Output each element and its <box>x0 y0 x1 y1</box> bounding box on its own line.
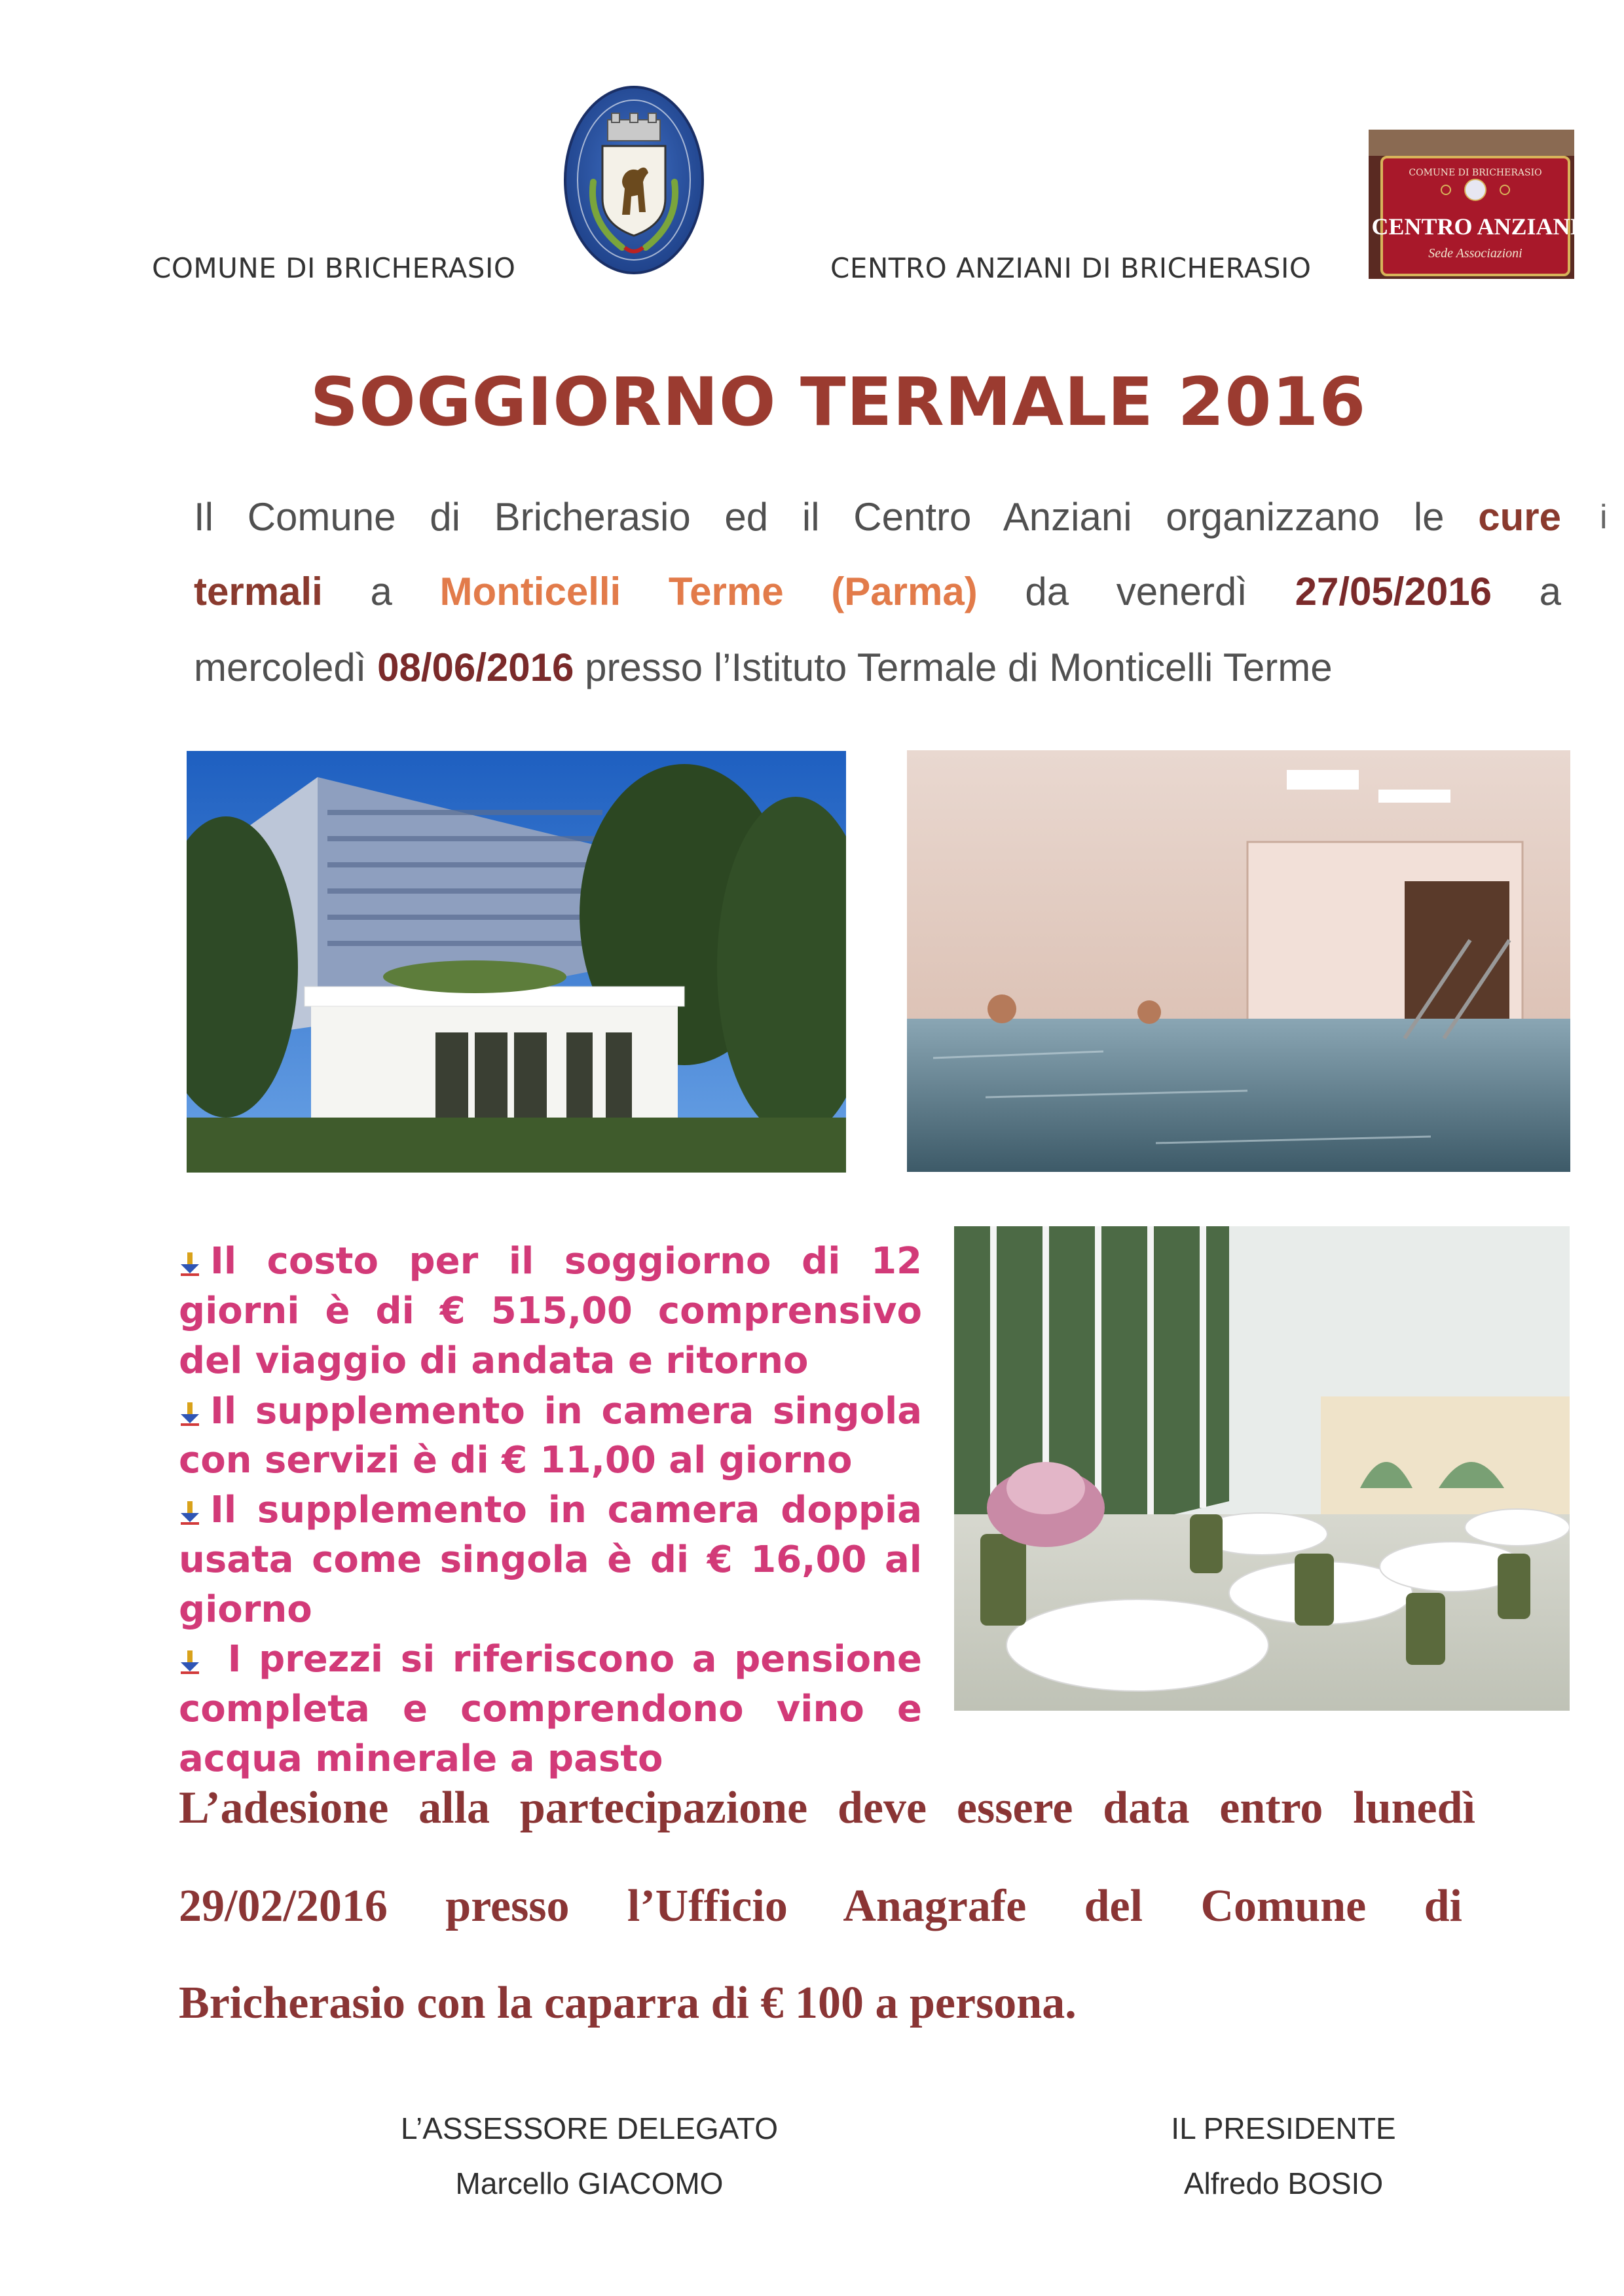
bullet-1-line-1: Il costo per il soggiorno di 12 <box>179 1237 922 1286</box>
notice-line-2: 29/02/2016 presso l’Ufficio Anagrafe del Comune di <box>179 1881 1462 1931</box>
stray-mark: i <box>1600 498 1608 536</box>
centro-anziani-label: CENTRO ANZIANI DI BRICHERASIO <box>830 252 1312 284</box>
arrow-bullet-icon <box>179 1489 201 1512</box>
page-title: SOGGIORNO TERMALE 2016 <box>310 363 1367 441</box>
arrow-bullet-icon <box>179 1240 201 1264</box>
end-date: 08/06/2016 <box>377 646 574 689</box>
centro-sign-main-text: CENTRO ANZIANI <box>1371 213 1574 240</box>
intro-text: a <box>370 570 392 613</box>
intro-line-3 <box>194 644 1333 691</box>
centro-anziani-sign <box>1369 130 1574 279</box>
bullet-4-line-1: I prezzi si riferiscono a pensione <box>179 1635 922 1684</box>
bullet-4-line-3: acqua minerale a pasto <box>179 1738 663 1780</box>
bullet-4-line-2: completa e comprendono vino e <box>179 1688 922 1730</box>
comune-label: COMUNE DI BRICHERASIO <box>152 252 516 284</box>
intro-text: da venerdì <box>1025 570 1247 613</box>
arrow-bullet-icon <box>179 1638 201 1662</box>
comune-crest-icon <box>562 84 706 277</box>
presidente-name: Alfredo BOSIO <box>1183 2166 1384 2200</box>
location-text: Monticelli Terme (Parma) <box>439 570 978 613</box>
assessore-role: L’ASSESSORE DELEGATO <box>400 2111 779 2145</box>
notice-line-1: L’adesione alla partecipazione deve essere data entro lunedì <box>179 1783 1475 1833</box>
dining-room-photo <box>954 1226 1570 1711</box>
intro-text: a <box>1539 570 1562 613</box>
bullet-2-line-2: con servizi è di € 11,00 al giorno <box>179 1439 853 1482</box>
centro-sign-top-text: COMUNE DI BRICHERASIO <box>1409 168 1542 178</box>
intro-line-1 <box>194 494 1561 541</box>
thermal-pool-photo <box>907 750 1570 1172</box>
presidente-role: IL PRESIDENTE <box>1171 2111 1396 2145</box>
assessore-name: Marcello GIACOMO <box>455 2166 724 2200</box>
bullet-2-line-1: Il supplemento in camera singola <box>179 1387 922 1436</box>
bullet-1-line-3: del viaggio di andata e ritorno <box>179 1339 809 1382</box>
intro-highlight: termali <box>194 570 323 613</box>
bullet-1-line-2: giorni è di € 515,00 comprensivo <box>179 1290 922 1332</box>
start-date: 27/05/2016 <box>1295 570 1492 613</box>
centro-sign-sub-text: Sede Associazioni <box>1428 246 1522 261</box>
intro-text: mercoledì <box>194 646 367 689</box>
hotel-exterior-photo <box>187 751 846 1173</box>
arrow-bullet-icon <box>179 1390 201 1413</box>
intro-text: Il Comune di Bricherasio ed il Centro Anziani organizzano le <box>194 495 1445 539</box>
intro-line-2 <box>194 568 1561 615</box>
bullet-3-line-1: Il supplemento in camera doppia <box>179 1486 922 1535</box>
notice-line-3: Bricherasio con la caparra di € 100 a persona. <box>179 1978 1077 2028</box>
bullet-3-line-2: usata come singola è di € 16,00 al <box>179 1539 922 1581</box>
intro-text: presso l’Istituto Termale di Monticelli Terme <box>585 646 1333 689</box>
intro-highlight: cure <box>1478 495 1561 539</box>
bullet-3-line-3: giorno <box>179 1588 312 1631</box>
